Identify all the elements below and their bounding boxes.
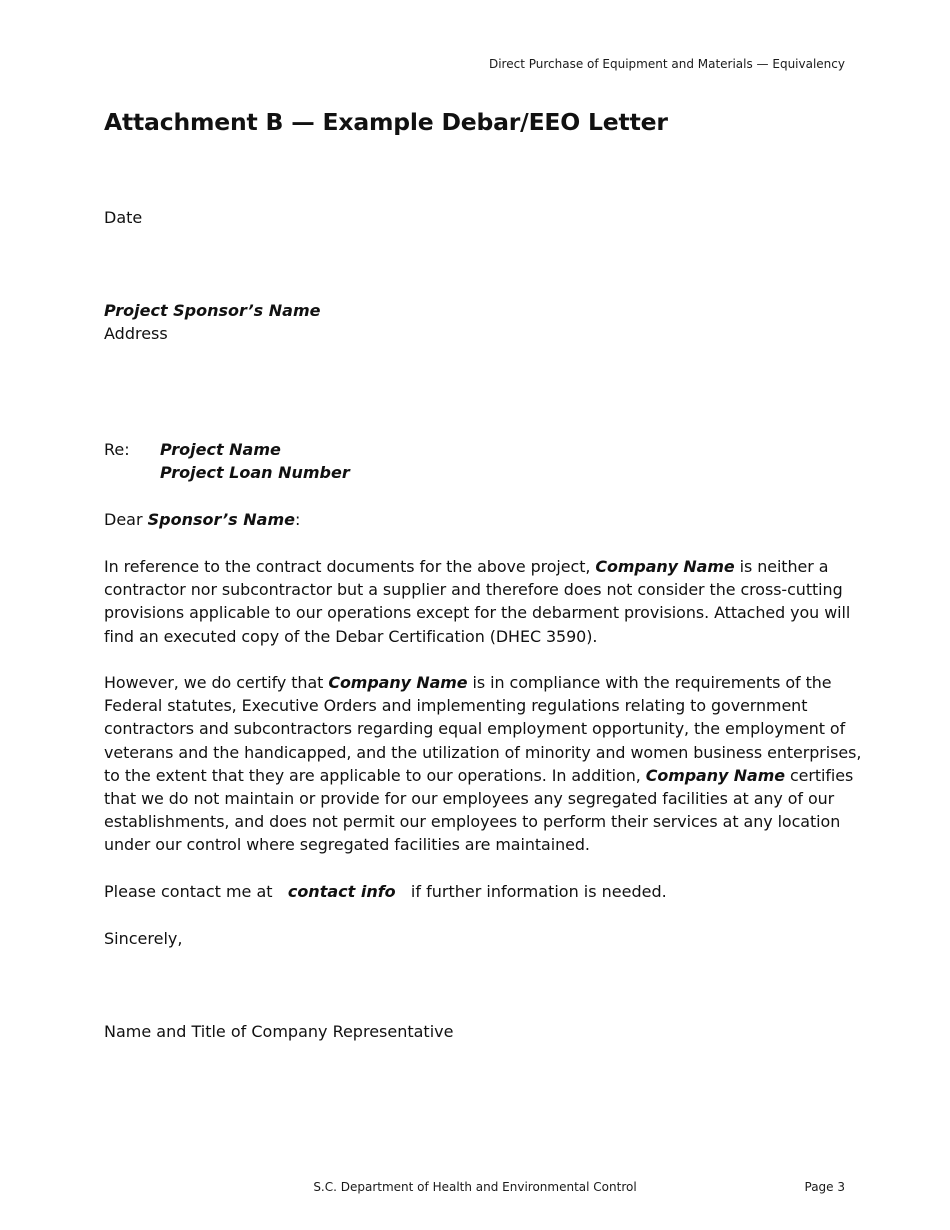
p1-text-a: In reference to the contract documents for the above project, [104,557,596,576]
recipient-block [104,299,320,345]
page-number: Page 3 [804,1180,845,1194]
reference-lines [160,438,350,484]
salutation-prefix: Dear [104,510,148,529]
salutation-suffix: : [294,510,301,529]
letter-date: Date [104,208,143,227]
salutation [104,508,300,531]
p1-company-name: Company Name [595,557,735,576]
signature-line: Name and Title of Company Representative [104,1022,454,1041]
page-title: Attachment B — Example Debar/EEO Letter [104,108,668,136]
footer-organization: S.C. Department of Health and Environmental Control [313,1180,637,1194]
contact-line [104,880,667,903]
running-header: Direct Purchase of Equipment and Materials — Equivalency [488,57,845,71]
contact-suffix: if further information is needed. [395,882,667,901]
sponsor-address: Address [104,324,168,344]
contact-info: contact info [287,882,396,901]
p2-company-name-1: Company Name [328,673,468,692]
p1-text-b: is neither a contractor nor subcontractor but a supplier and therefore does not consider the cross-cutting provisions applicable to our operations except for the debarment provisions. Attached you will find an executed copy of the Debar Certification (DHEC 3590). [104,557,851,646]
paragraph-supplier-statement [104,555,864,648]
salutation-name: Sponsor’s Name [147,510,295,529]
p2-company-name-2: Company Name [645,765,785,785]
contact-prefix: Please contact me at [104,882,288,901]
p2-text-c: certifies that we do not maintain or provide for our employees any segregated facilities at any of our establishments, and does not permit our employees to perform their services at any location under our control where segregated facilities are maintained. [104,765,854,855]
closing: Sincerely, [104,929,183,948]
p2-text-b: is in compliance with the requirements of the Federal statutes, Executive Orders and implementing regulations relating to government contractors and subcontractors regarding equal employment opportunity, the employment of veterans and the handicapped, and the utilization of minority and women business enterprises, to the extent that they are applicable to our operations. In addition, [104,673,862,785]
paragraph-eeo-certification [104,671,864,857]
re-label: Re: [104,440,130,459]
sponsor-name: Project Sponsor’s Name [104,301,321,320]
project-name: Project Name [160,440,281,459]
p2-text-a: However, we do certify that [104,673,329,692]
project-loan-number: Project Loan Number [160,463,350,483]
